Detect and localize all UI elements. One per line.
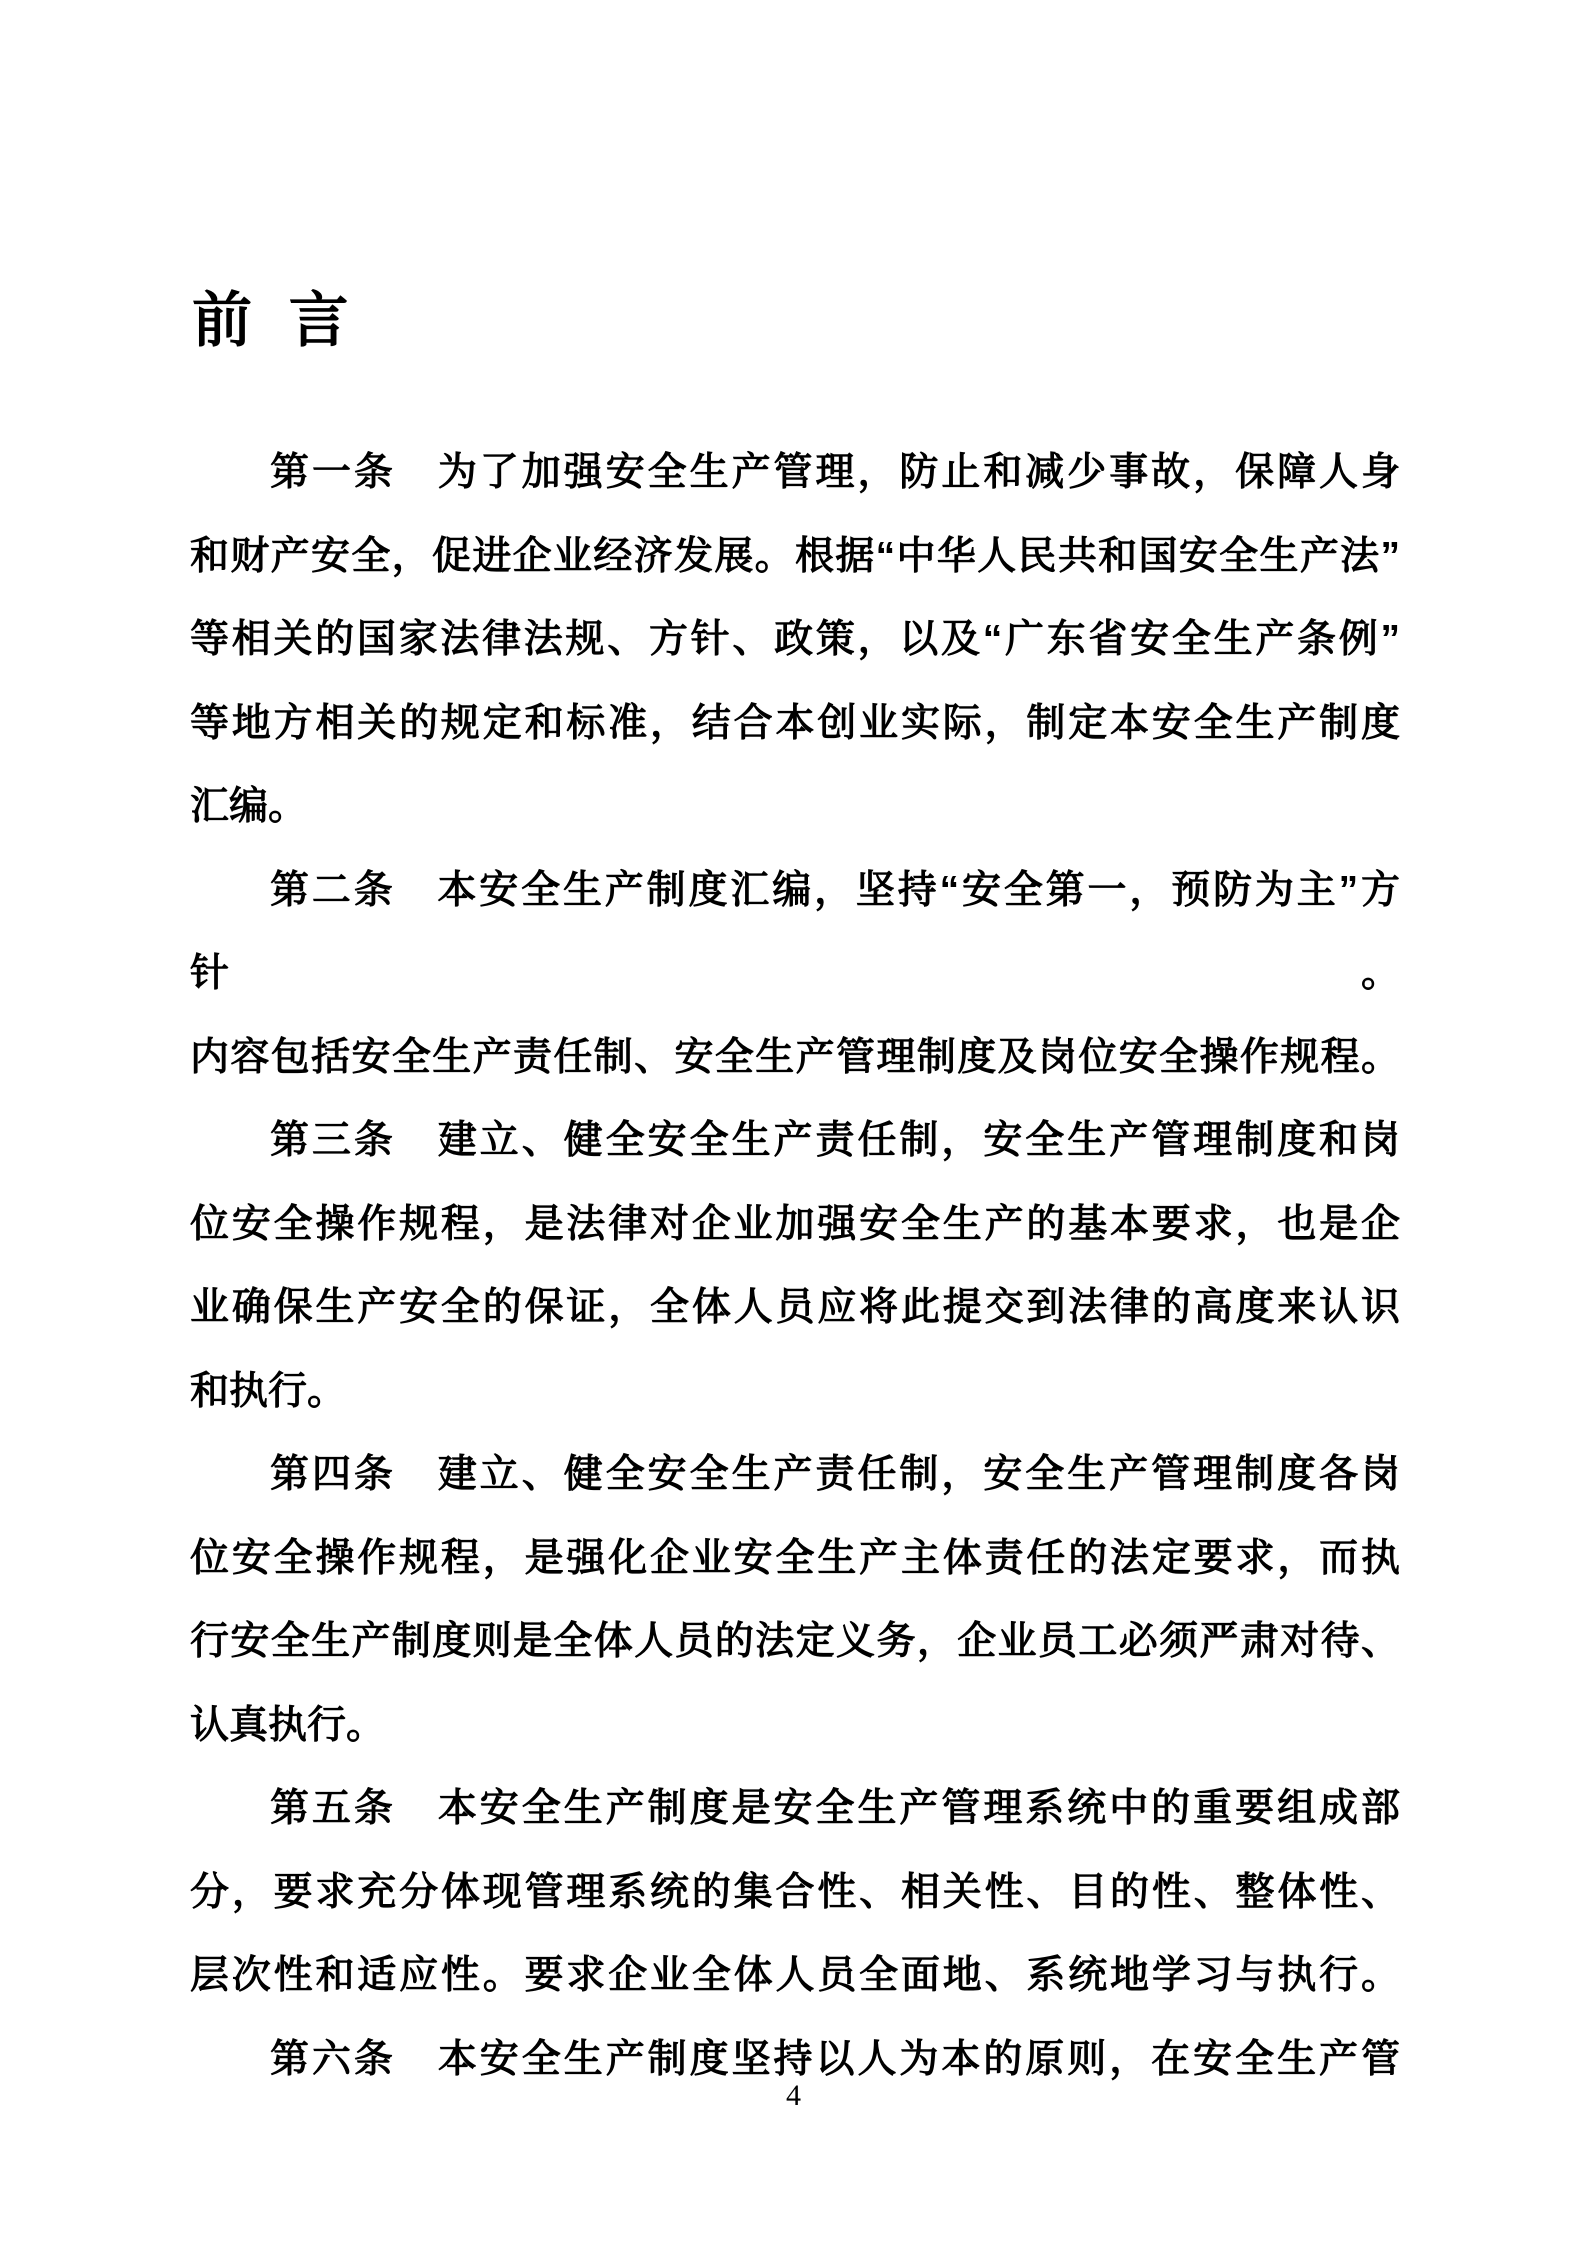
text-line: 第五条 本安全生产制度是安全生产管理系统中的重要组成部 (270, 1787, 1400, 1830)
paragraph-article-2 (190, 849, 1400, 1100)
paragraph-article-3 (190, 1099, 1400, 1433)
page-number: 4 (786, 2079, 801, 2112)
text-line: 汇编。 (190, 785, 308, 828)
text-line: 行安全生产制度则是全体人员的法定义务，企业员工必须严肃对待、 (190, 1620, 1400, 1663)
text-line: 第一条 为了加强安全生产管理，防止和减少事故，保障人身 (270, 451, 1400, 494)
text-line: 认真执行。 (190, 1703, 386, 1747)
text-line: 第三条 建立、健全安全生产责任制，安全生产管理制度和岗 (270, 1119, 1400, 1162)
text-line: 等相关的国家法律法规、方针、政策，以及“广东省安全生产条例” (190, 618, 1400, 661)
text-line: 等地方相关的规定和标准，结合本创业实际，制定本安全生产制度 (190, 701, 1400, 745)
text-line: 第二条 本安全生产制度汇编，坚持“安全第一，预防为主”方针。 (190, 868, 1400, 995)
text-line: 位安全操作规程，是法律对企业加强安全生产的基本要求，也是企 (190, 1202, 1400, 1246)
text-line: 层次性和适应性。要求企业全体人员全面地、系统地学习与执行。 (190, 1954, 1400, 1997)
paragraph-article-4 (190, 1433, 1400, 1767)
text-line: 和财产安全，促进企业经济发展。根据“中华人民共和国安全生产法” (190, 534, 1400, 578)
text-line: 第四条 建立、健全安全生产责任制，安全生产管理制度各岗 (270, 1453, 1400, 1496)
text-line: 和执行。 (190, 1369, 347, 1413)
text-line: 内容包括安全生产责任制、安全生产管理制度及岗位安全操作规程。 (190, 1035, 1400, 1079)
text-line: 业确保生产安全的保证，全体人员应将此提交到法律的高度来认识 (190, 1286, 1400, 1329)
page-title: 前 言 (192, 287, 349, 354)
document-body (190, 431, 1400, 2101)
paragraph-article-1 (190, 431, 1400, 849)
text-line: 第六条 本安全生产制度坚持以人为本的原则，在安全生产管 (270, 2037, 1400, 2081)
paragraph-article-5 (190, 1767, 1400, 2018)
text-line: 位安全操作规程，是强化企业安全生产主体责任的法定要求，而执 (190, 1536, 1400, 1580)
text-line: 分，要求充分体现管理系统的集合性、相关性、目的性、整体性、 (190, 1870, 1400, 1914)
